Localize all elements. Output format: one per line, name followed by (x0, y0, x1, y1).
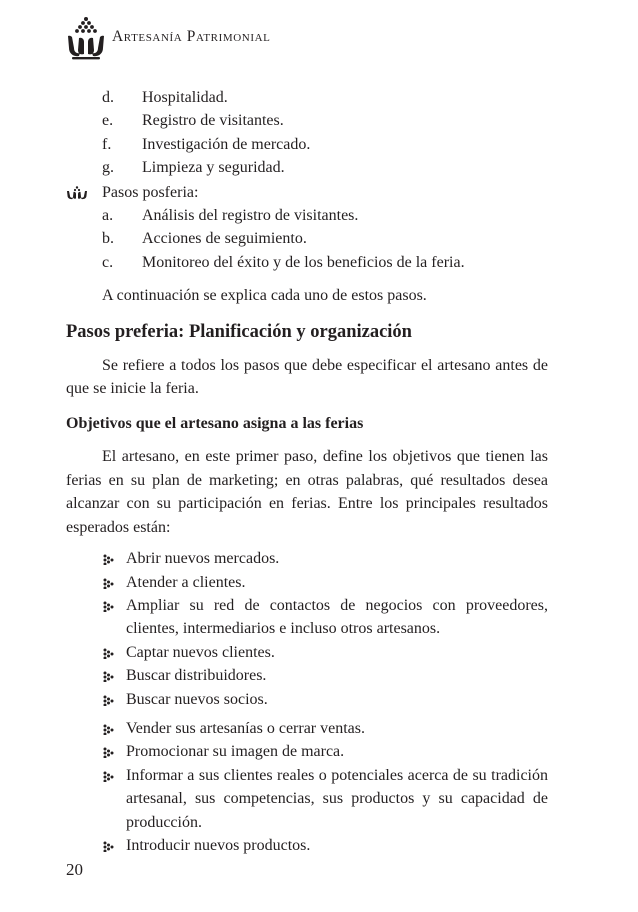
list-item (66, 109, 548, 132)
bullet-text: Informar a sus clientes reales o potenciales acerca de su tradición artesanal, sus competencias, sus productos y su capacidad de producción. (126, 766, 548, 831)
triangle-bullet-icon (103, 601, 114, 612)
triangle-bullet-icon (103, 747, 114, 758)
bullet-list-a (66, 547, 548, 711)
list-marker: f. (102, 135, 112, 153)
page-content (66, 86, 548, 857)
bullet-item (66, 717, 548, 740)
list-item (66, 227, 548, 250)
triangle-bullet-icon (103, 841, 114, 852)
list-text: Análisis del registro de visitantes. (142, 207, 359, 225)
subsection-heading: Objetivos que el artesano asigna a las ferias (66, 415, 364, 433)
list-marker: d. (102, 89, 114, 106)
posferia-list (66, 204, 548, 274)
bullet-text: Atender a clientes. (126, 573, 246, 591)
list-text: Registro de visitantes. (142, 112, 284, 130)
triangle-bullet-icon (103, 724, 114, 735)
bullet-item (66, 664, 548, 687)
artisan-hands-logo-icon (66, 16, 106, 62)
list-text: Hospitalidad. (142, 89, 228, 106)
triangle-bullet-icon (103, 671, 114, 682)
page-number: 20 (66, 860, 83, 879)
triangle-bullet-icon (103, 554, 114, 565)
bullet-item (66, 688, 548, 711)
bullet-item (66, 641, 548, 664)
hands-bullet-icon (66, 186, 88, 200)
list-text: Acciones de seguimiento. (142, 230, 307, 248)
list-item (66, 156, 548, 179)
bullet-text: Ampliar su red de contactos de negocios con proveedores, clientes, intermediarios e incluso otros artesanos. (126, 596, 548, 638)
bullet-item (66, 834, 548, 857)
bullet-item (66, 571, 548, 594)
list-marker: c. (102, 253, 114, 271)
bullet-item (66, 740, 548, 763)
bullet-text: Buscar nuevos socios. (126, 690, 268, 708)
continued-list (66, 86, 548, 180)
intro-paragraph: A continuación se explica cada uno de estos pasos. (102, 287, 427, 305)
list-item (66, 133, 548, 156)
list-marker: g. (102, 159, 114, 177)
triangle-bullet-icon (103, 695, 114, 706)
list-marker: a. (102, 207, 114, 225)
posferia-label-row (66, 181, 548, 204)
bullet-text: Introducir nuevos productos. (126, 836, 311, 854)
bullet-text: Vender sus artesanías o cerrar ventas. (126, 719, 366, 737)
subsection-paragraph: El artesano, en este primer paso, define los objetivos que tienen las ferias en su plan de marketing; en otras palabras, qué resultados desea alcanzar con su participación en ferias. Entre los principales resultados esperados están: (66, 448, 548, 536)
header-title: Artesanía Patrimonial (112, 28, 271, 45)
posferia-label: Pasos posferia: (102, 183, 199, 201)
running-header (66, 16, 486, 62)
list-marker: e. (102, 112, 114, 130)
section-paragraph: Se refiere a todos los pasos que debe especificar el artesano antes de que se inicie la feria. (66, 356, 548, 398)
bullet-item (66, 547, 548, 570)
bullet-text: Promocionar su imagen de marca. (126, 743, 345, 761)
list-text: Investigación de mercado. (142, 135, 311, 153)
bullet-item (66, 764, 548, 834)
list-item (66, 251, 548, 274)
triangle-bullet-icon (103, 578, 114, 589)
bullet-text: Captar nuevos clientes. (126, 643, 275, 661)
list-marker: b. (102, 230, 114, 248)
bullet-item (66, 594, 548, 641)
triangle-bullet-icon (103, 771, 114, 782)
list-text: Monitoreo del éxito y de los beneficios de la feria. (142, 253, 465, 271)
list-item (66, 204, 548, 227)
bullet-text: Buscar distribuidores. (126, 667, 267, 685)
bullet-text: Abrir nuevos mercados. (126, 550, 280, 568)
bullet-list-b (66, 717, 548, 857)
list-text: Limpieza y seguridad. (142, 159, 285, 177)
triangle-bullet-icon (103, 648, 114, 659)
section-heading: Pasos preferia: Planificación y organización (66, 321, 412, 342)
list-item (66, 86, 548, 109)
